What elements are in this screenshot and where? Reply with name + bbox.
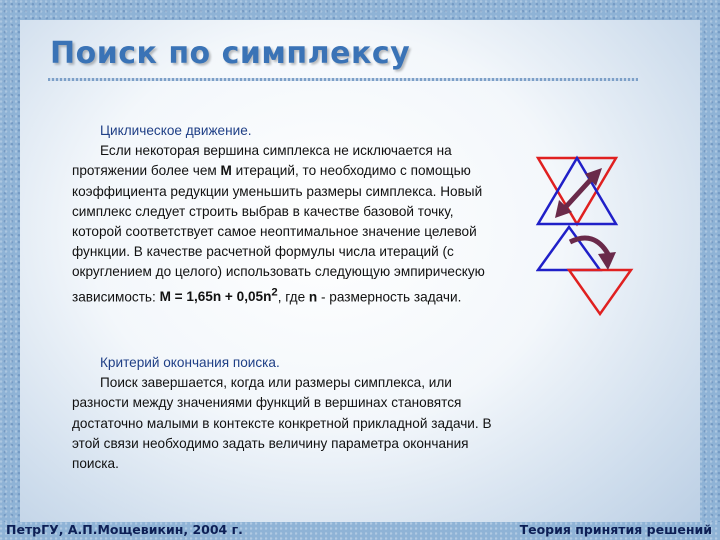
formula-exponent: 2 (271, 286, 278, 299)
triangle-flip-diagonal-arrow-icon (528, 152, 628, 232)
footer-author: ПетрГУ, А.П.Мощевикин, 2004 г. (6, 522, 243, 537)
cyclic-movement-paragraph (72, 141, 496, 307)
triangle-flip-curved-arrow-icon (536, 224, 636, 320)
variable-n: n (308, 289, 318, 305)
cyclic-movement-heading: Циклическое движение. (100, 123, 252, 138)
footer-course: Теория принятия решений (519, 522, 712, 537)
paragraph-text-end: - размерность задачи. (317, 289, 462, 305)
curved-arrow-shaft (570, 238, 608, 254)
curved-arrowhead (598, 252, 616, 270)
stop-criterion-paragraph: Поиск завершается, когда или размеры симплекса, или разности между значениями функций в вершинах становятся достаточно малыми в контексте конкретной прикладной задачи. В этой связи необходимо задать величину параметра окончания поиска. (72, 375, 492, 472)
variable-m: M (220, 163, 232, 179)
formula-main: M = 1,65n + 0,05n (159, 289, 272, 305)
stop-criterion-heading: Критерий окончания поиска. (100, 355, 280, 370)
iterations-formula (159, 286, 278, 305)
slide-title: Поиск по симплексу (50, 36, 411, 71)
paragraph-text-after: , где (277, 289, 309, 305)
paragraph-text-middle: итераций, то необходимо с помощью коэффициента редукции уменьшить размеры симплекса. Новый симплекс следует строить выбрав в качестве базовой точку, которой соответствует самое неоптимальное значение целевой функции. В качестве расчетной формулы числа итераций (с округлением до целого) использовать следующую эмпирическую зависимость: (72, 163, 485, 305)
blue-triangle (538, 227, 600, 270)
cyclic-movement-block (72, 121, 496, 307)
red-triangle (569, 270, 631, 314)
stop-criterion-block (72, 353, 496, 474)
paragraph-text-start: Если некоторая вершина симплекса не исключается на протяжении более чем (72, 143, 452, 179)
title-underline (48, 78, 638, 81)
